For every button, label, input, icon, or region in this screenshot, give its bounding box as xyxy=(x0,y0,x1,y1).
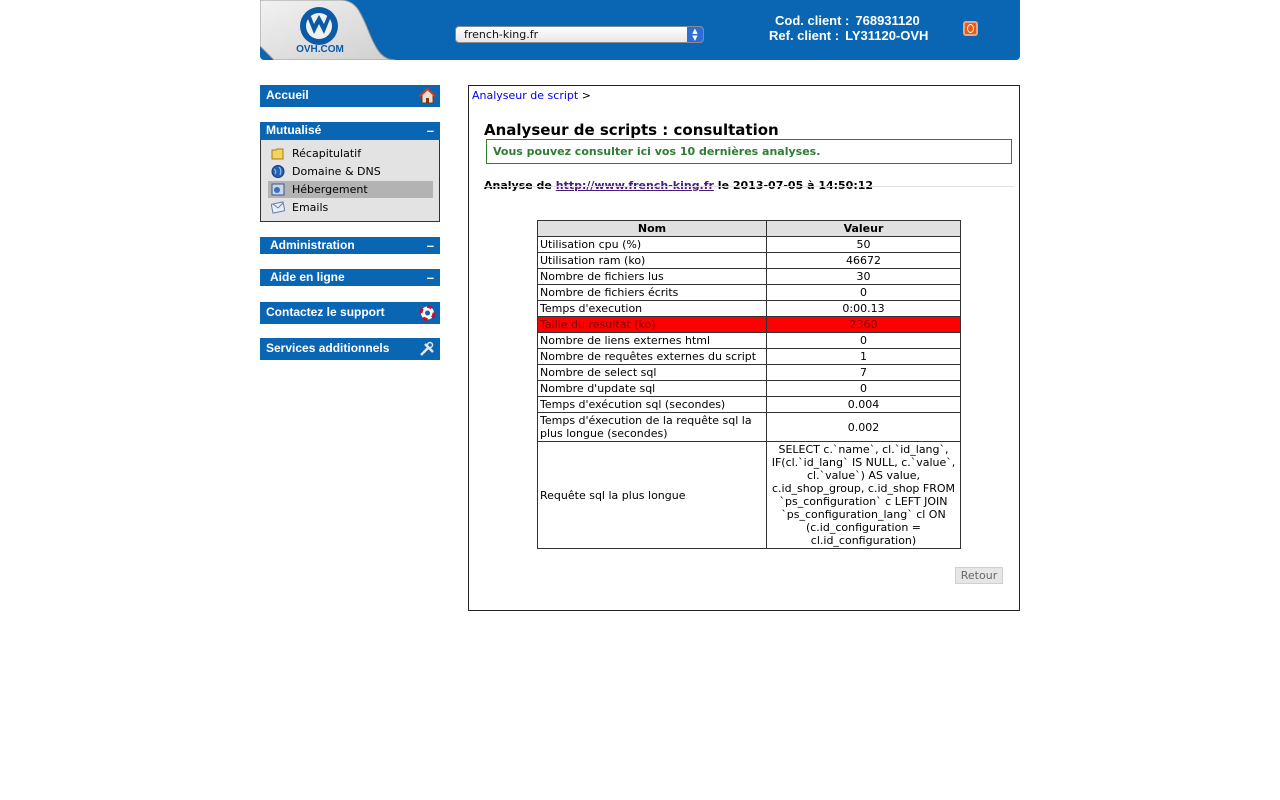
menu-administration-label: Administration xyxy=(270,238,355,252)
cell-value: 7 xyxy=(767,365,961,381)
domain-select[interactable] xyxy=(455,26,704,43)
column-header-valeur: Valeur xyxy=(767,221,961,237)
cell-value: 50 xyxy=(767,237,961,253)
breadcrumb-link-analyseur[interactable]: Analyseur de script xyxy=(472,89,579,102)
menu-mutualise-header[interactable] xyxy=(260,122,440,140)
collapse-icon[interactable]: – xyxy=(426,270,434,285)
back-button[interactable]: Retour xyxy=(955,567,1003,584)
globe-icon xyxy=(271,165,285,178)
cell-value: 0.004 xyxy=(767,397,961,413)
cell-value: 0.002 xyxy=(767,413,961,442)
menu-administration[interactable] xyxy=(260,237,440,254)
table-row xyxy=(538,237,961,253)
table-row xyxy=(538,253,961,269)
sidebar-item-hebergement[interactable] xyxy=(268,181,433,198)
results-table xyxy=(537,220,961,549)
page-title: Analyseur de scripts : consultation xyxy=(484,121,779,139)
table-row-alert xyxy=(538,317,961,333)
table-row xyxy=(538,269,961,285)
table-header-row xyxy=(538,221,961,237)
menu-mutualise xyxy=(260,122,440,222)
cell-name: Requête sql la plus longue xyxy=(538,442,767,549)
cell-value: 0:00.13 xyxy=(767,301,961,317)
envelope-icon xyxy=(271,201,285,214)
header xyxy=(260,0,1020,60)
table-row xyxy=(538,381,961,397)
menu-aide-en-ligne[interactable] xyxy=(260,269,440,286)
cell-name: Utilisation ram (ko) xyxy=(538,253,767,269)
cell-name: Nombre de fichiers lus xyxy=(538,269,767,285)
cell-name: Taille du resultat (ko) xyxy=(538,317,767,333)
cell-name: Utilisation cpu (%) xyxy=(538,237,767,253)
table-row xyxy=(538,301,961,317)
sidebar-item-recapitulatif[interactable] xyxy=(268,145,433,162)
client-code-label: Cod. client : xyxy=(775,13,850,28)
domain-select-value: french-king.fr xyxy=(464,28,539,41)
cell-value: 0 xyxy=(767,333,961,349)
cell-name: Temps d'exécution sql (secondes) xyxy=(538,397,767,413)
menu-accueil[interactable] xyxy=(260,85,440,107)
column-header-nom: Nom xyxy=(538,221,767,237)
cell-name: Nombre d'update sql xyxy=(538,381,767,397)
client-code-line xyxy=(775,13,920,28)
cell-value: SELECT c.`name`, cl.`id_lang`, IF(cl.`id_lang` IS NULL, c.`value`, cl.`value`) AS value, c.id_shop_group, c.id_shop FROM `ps_configuration` c LEFT JOIN `ps_configuration_lang` cl ON (c.id_configuration = cl.id_configuration) xyxy=(767,442,961,549)
divider xyxy=(484,186,1014,187)
cell-name: Nombre de fichiers écrits xyxy=(538,285,767,301)
cell-name: Temps d'execution xyxy=(538,301,767,317)
tools-icon xyxy=(419,341,436,357)
analysis-url-link[interactable]: http://www.french-king.fr xyxy=(555,179,714,192)
cell-value: 0 xyxy=(767,285,961,301)
main-panel xyxy=(468,85,1020,611)
menu-accueil-label: Accueil xyxy=(266,88,309,102)
cell-name: Temps d'éxecution de la requête sql la plus longue (secondes) xyxy=(538,413,767,442)
sidebar-item-label: Domaine & DNS xyxy=(292,165,381,178)
cell-value: 0 xyxy=(767,381,961,397)
home-icon xyxy=(419,88,436,104)
table-row xyxy=(538,365,961,381)
analysis-datetime: 2013-07-05 à 14:50:12 xyxy=(732,179,874,192)
table-row xyxy=(538,333,961,349)
client-ref-line xyxy=(769,28,928,43)
collapse-icon[interactable]: – xyxy=(426,238,434,253)
info-message: Vous pouvez consulter ici vos 10 dernières analyses. xyxy=(486,139,1012,164)
client-ref-label: Ref. client : xyxy=(769,28,840,43)
collapse-icon[interactable]: – xyxy=(426,123,434,138)
client-ref-value: LY31120-OVH xyxy=(845,28,929,43)
menu-services-additionnels[interactable] xyxy=(260,338,440,360)
breadcrumb xyxy=(472,89,591,102)
table-row xyxy=(538,442,961,549)
cell-value: 30 xyxy=(767,269,961,285)
server-icon xyxy=(271,183,285,196)
analysis-middle: le xyxy=(717,179,730,192)
cell-value: 2360 xyxy=(767,317,961,333)
cell-value: 46672 xyxy=(767,253,961,269)
sidebar-item-label: Hébergement xyxy=(292,183,368,196)
logo-text: OVH.COM xyxy=(296,44,344,55)
cell-value: 1 xyxy=(767,349,961,365)
logout-power-icon[interactable] xyxy=(963,21,978,36)
table-row xyxy=(538,397,961,413)
menu-services-label: Services additionnels xyxy=(266,341,390,355)
analysis-prefix: Analyse de xyxy=(484,179,552,192)
cell-name: Nombre de liens externes html xyxy=(538,333,767,349)
menu-mutualise-label: Mutualisé xyxy=(266,123,322,137)
sidebar-item-label: Emails xyxy=(292,201,329,214)
table-row xyxy=(538,349,961,365)
sidebar-item-domaine-dns[interactable] xyxy=(268,163,433,180)
table-row xyxy=(538,285,961,301)
menu-support-label: Contactez le support xyxy=(266,305,385,319)
select-arrows-icon: ▲ ▼ xyxy=(687,27,703,42)
client-code-value: 768931120 xyxy=(855,13,920,28)
menu-aide-label: Aide en ligne xyxy=(270,270,345,284)
cell-name: Nombre de select sql xyxy=(538,365,767,381)
lifebuoy-icon xyxy=(419,305,436,321)
menu-contactez-support[interactable] xyxy=(260,302,440,324)
sidebar-item-emails[interactable] xyxy=(268,199,433,216)
cell-name: Nombre de requêtes externes du script xyxy=(538,349,767,365)
breadcrumb-separator: > xyxy=(581,89,591,102)
sidebar-item-label: Récapitulatif xyxy=(292,147,362,160)
table-row xyxy=(538,413,961,442)
folder-icon xyxy=(271,147,285,160)
